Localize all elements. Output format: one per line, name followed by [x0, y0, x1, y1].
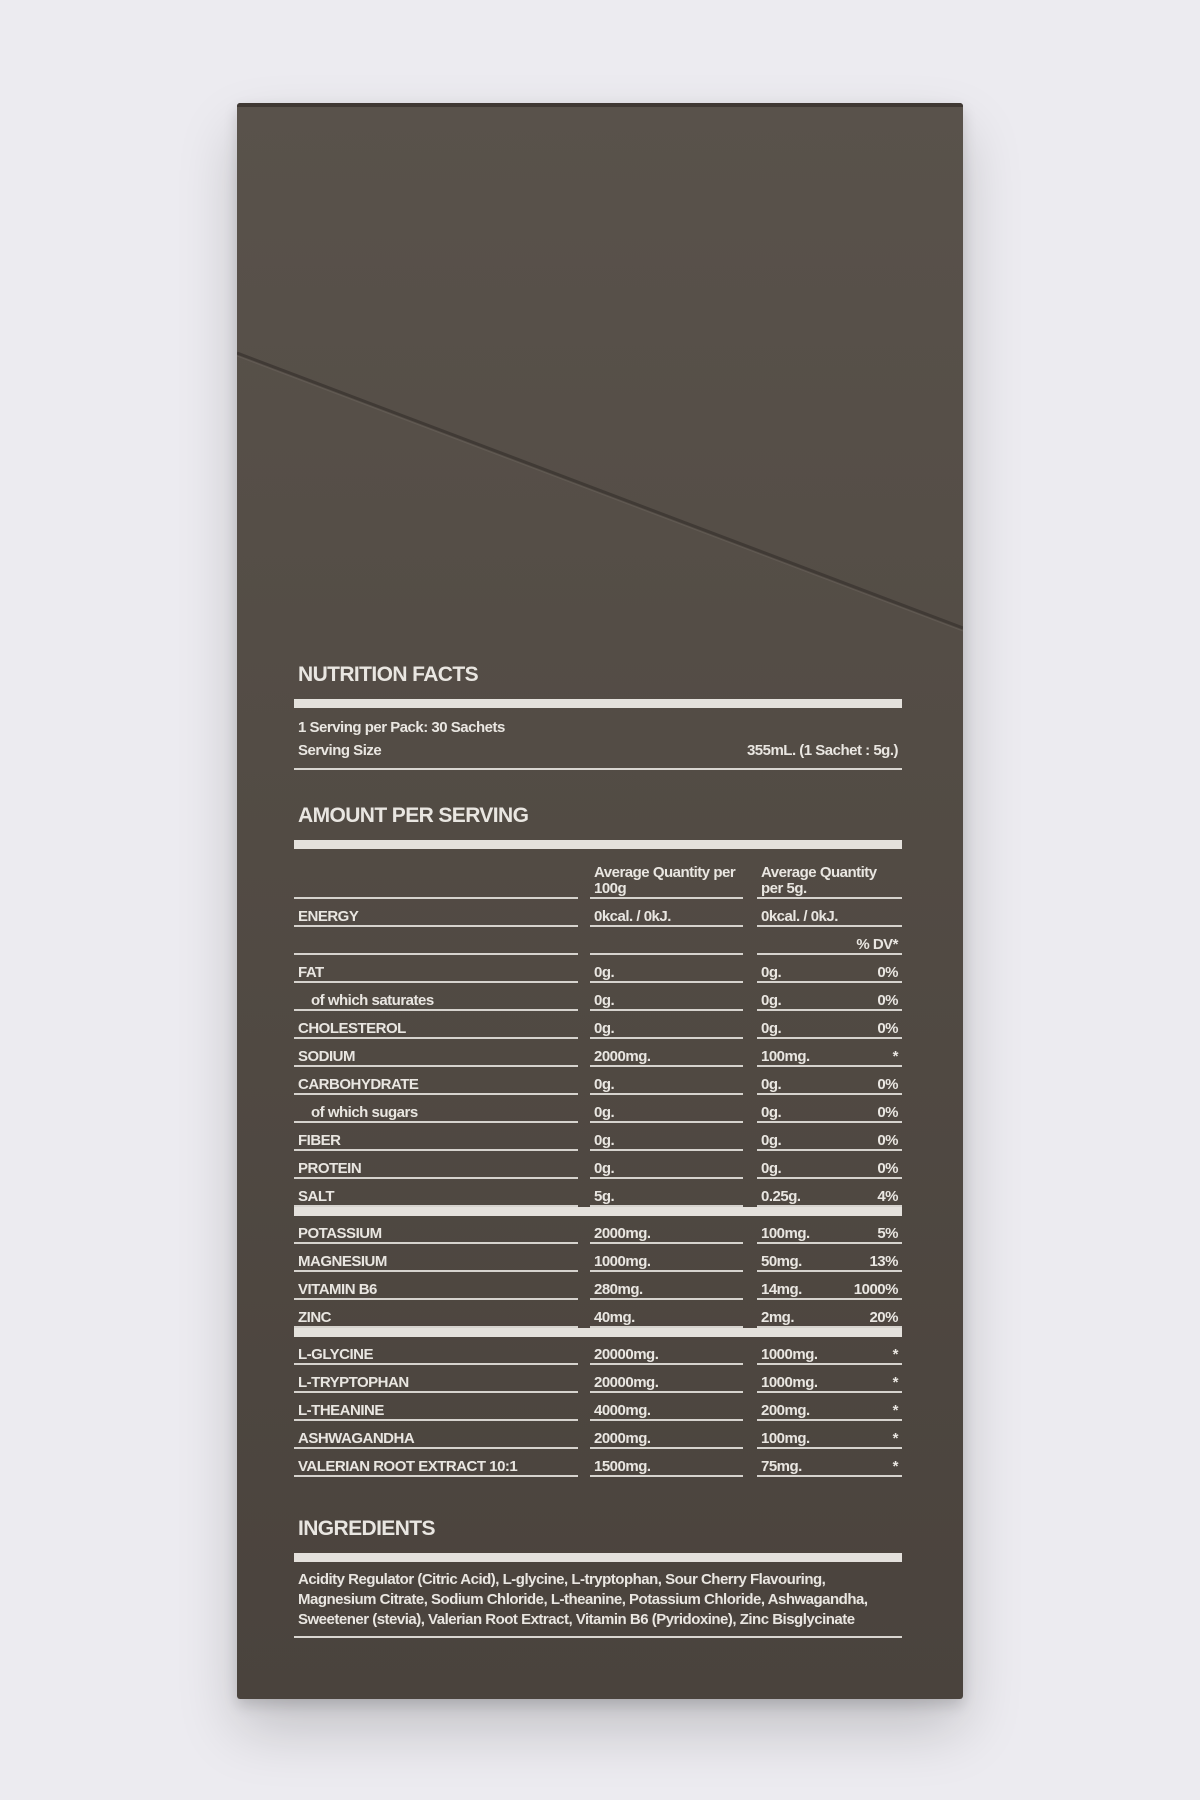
value-dv: *: [840, 1393, 902, 1421]
divider-thick: [294, 1328, 902, 1337]
value-per100: 0g.: [590, 1123, 743, 1151]
table-row: [294, 1039, 902, 1067]
serving-size-value: 355mL. (1 Sachet : 5g.): [746, 742, 898, 759]
table-row: [294, 1300, 902, 1328]
value-per5: 0g.: [757, 1123, 840, 1151]
nutrient-name: VITAMIN B6: [294, 1272, 578, 1300]
value-per100: 40mg.: [590, 1300, 743, 1328]
table-row: [294, 1123, 902, 1151]
nutrition-title: NUTRITION FACTS: [298, 663, 478, 686]
energy-label: ENERGY: [294, 899, 578, 927]
value-per100: 20000mg.: [590, 1337, 743, 1365]
nutrient-name: POTASSIUM: [294, 1216, 578, 1244]
table-row: [294, 1393, 902, 1421]
value-per5: 0.25g.: [757, 1179, 840, 1207]
value-per100: 0g.: [590, 983, 743, 1011]
value-per100: 2000mg.: [590, 1216, 743, 1244]
energy-per5: 0kcal. / 0kJ.: [757, 899, 902, 927]
value-per100: 0g.: [590, 955, 743, 983]
nutrition-table: [294, 849, 902, 1477]
value-dv: 0%: [840, 955, 902, 983]
table-row: [294, 983, 902, 1011]
value-per100: 1000mg.: [590, 1244, 743, 1272]
divider-thick: [294, 1207, 902, 1216]
value-per5: 200mg.: [757, 1393, 840, 1421]
col-header-5g: Average Quantity per 5g.: [757, 849, 902, 899]
value-per5: 100mg.: [757, 1216, 840, 1244]
value-dv: 0%: [840, 1151, 902, 1179]
value-per100: 280mg.: [590, 1272, 743, 1300]
value-per100: 2000mg.: [590, 1421, 743, 1449]
nutrient-name: L-TRYPTOPHAN: [294, 1365, 578, 1393]
divider-thin: [294, 1636, 902, 1638]
product-box: [237, 103, 963, 1699]
box-crease: [237, 103, 963, 663]
value-per5: 0g.: [757, 983, 840, 1011]
value-dv: 5%: [840, 1216, 902, 1244]
nutrient-name: L-THEANINE: [294, 1393, 578, 1421]
energy-row: [294, 899, 902, 927]
value-dv: 0%: [840, 1067, 902, 1095]
serving-size-row: [298, 739, 898, 762]
divider-thin: [294, 768, 902, 770]
nutrient-name: MAGNESIUM: [294, 1244, 578, 1272]
table-row: [294, 1365, 902, 1393]
value-dv: 1000%: [840, 1272, 902, 1300]
value-per5: 50mg.: [757, 1244, 840, 1272]
dv-header-row: [294, 927, 902, 955]
table-header-row: [294, 849, 902, 899]
serving-info: [294, 708, 902, 762]
table-row: [294, 1244, 902, 1272]
divider-thick: [294, 1553, 902, 1562]
ingredients-text: Acidity Regulator (Citric Acid), L-glycine, L-tryptophan, Sour Cherry Flavouring, Magnesium Citrate, Sodium Chloride, L-theanine, Potassium Chloride, Ashwagandha, Sweetener (stevia), Valerian Root Extract, Vitamin B6 (Pyridoxine), Zinc Bisglycinate: [298, 1571, 868, 1628]
divider-thick: [294, 840, 902, 849]
nutrient-name: ASHWAGANDHA: [294, 1421, 578, 1449]
col-header-100g: Average Quantity per 100g: [590, 849, 743, 899]
value-per100: 0g.: [590, 1095, 743, 1123]
value-per5: 14mg.: [757, 1272, 840, 1300]
value-dv: 0%: [840, 983, 902, 1011]
value-per100: 0g.: [590, 1067, 743, 1095]
value-per5: 1000mg.: [757, 1337, 840, 1365]
nutrient-name: VALERIAN ROOT EXTRACT 10:1: [294, 1449, 578, 1477]
table-row: [294, 1216, 902, 1244]
value-per5: 75mg.: [757, 1449, 840, 1477]
table-row: [294, 1449, 902, 1477]
value-per5: 0g.: [757, 1011, 840, 1039]
table-row: [294, 1011, 902, 1039]
table-row: [294, 1067, 902, 1095]
table-row: [294, 1151, 902, 1179]
nutrient-name: SALT: [294, 1179, 578, 1207]
ingredients-heading: INGREDIENTS: [298, 1517, 435, 1540]
nutrient-name: FAT: [294, 955, 578, 983]
value-per5: 0g.: [757, 955, 840, 983]
table-row: [294, 1272, 902, 1300]
servings-per-pack: 1 Serving per Pack: 30 Sachets: [298, 719, 505, 736]
value-dv: *: [840, 1449, 902, 1477]
value-dv: *: [840, 1365, 902, 1393]
value-dv: 0%: [840, 1123, 902, 1151]
nutrition-panel: [294, 663, 902, 1638]
value-dv: *: [840, 1039, 902, 1067]
nutrient-name: ZINC: [294, 1300, 578, 1328]
table-row: [294, 1179, 902, 1207]
value-per100: 1500mg.: [590, 1449, 743, 1477]
value-per100: 0g.: [590, 1151, 743, 1179]
nutrient-name: CHOLESTEROL: [294, 1011, 578, 1039]
nutrient-name: FIBER: [294, 1123, 578, 1151]
value-per100: 2000mg.: [590, 1039, 743, 1067]
value-per5: 1000mg.: [757, 1365, 840, 1393]
value-per5: 0g.: [757, 1067, 840, 1095]
value-per100: 0g.: [590, 1011, 743, 1039]
nutrient-name: SODIUM: [294, 1039, 578, 1067]
value-dv: 13%: [840, 1244, 902, 1272]
value-dv: 0%: [840, 1095, 902, 1123]
value-per100: 20000mg.: [590, 1365, 743, 1393]
divider-thick: [294, 699, 902, 708]
value-dv: 20%: [840, 1300, 902, 1328]
table-row: [294, 1095, 902, 1123]
dv-label: % DV*: [840, 927, 902, 955]
amount-heading: AMOUNT PER SERVING: [298, 804, 529, 827]
value-per5: 100mg.: [757, 1421, 840, 1449]
value-per5: 2mg.: [757, 1300, 840, 1328]
value-per5: 0g.: [757, 1095, 840, 1123]
value-dv: 0%: [840, 1011, 902, 1039]
nutrient-name: of which sugars: [294, 1095, 578, 1123]
energy-per100: 0kcal. / 0kJ.: [590, 899, 743, 927]
nutrient-name: L-GLYCINE: [294, 1337, 578, 1365]
serving-size-label: Serving Size: [298, 742, 382, 759]
nutrient-name: PROTEIN: [294, 1151, 578, 1179]
value-per100: 4000mg.: [590, 1393, 743, 1421]
nutrient-name: CARBOHYDRATE: [294, 1067, 578, 1095]
value-dv: 4%: [840, 1179, 902, 1207]
value-per5: 100mg.: [757, 1039, 840, 1067]
table-row: [294, 955, 902, 983]
value-per5: 0g.: [757, 1151, 840, 1179]
value-dv: *: [840, 1421, 902, 1449]
table-row: [294, 1421, 902, 1449]
table-row: [294, 1337, 902, 1365]
value-dv: *: [840, 1337, 902, 1365]
nutrient-name: of which saturates: [294, 983, 578, 1011]
value-per100: 5g.: [590, 1179, 743, 1207]
